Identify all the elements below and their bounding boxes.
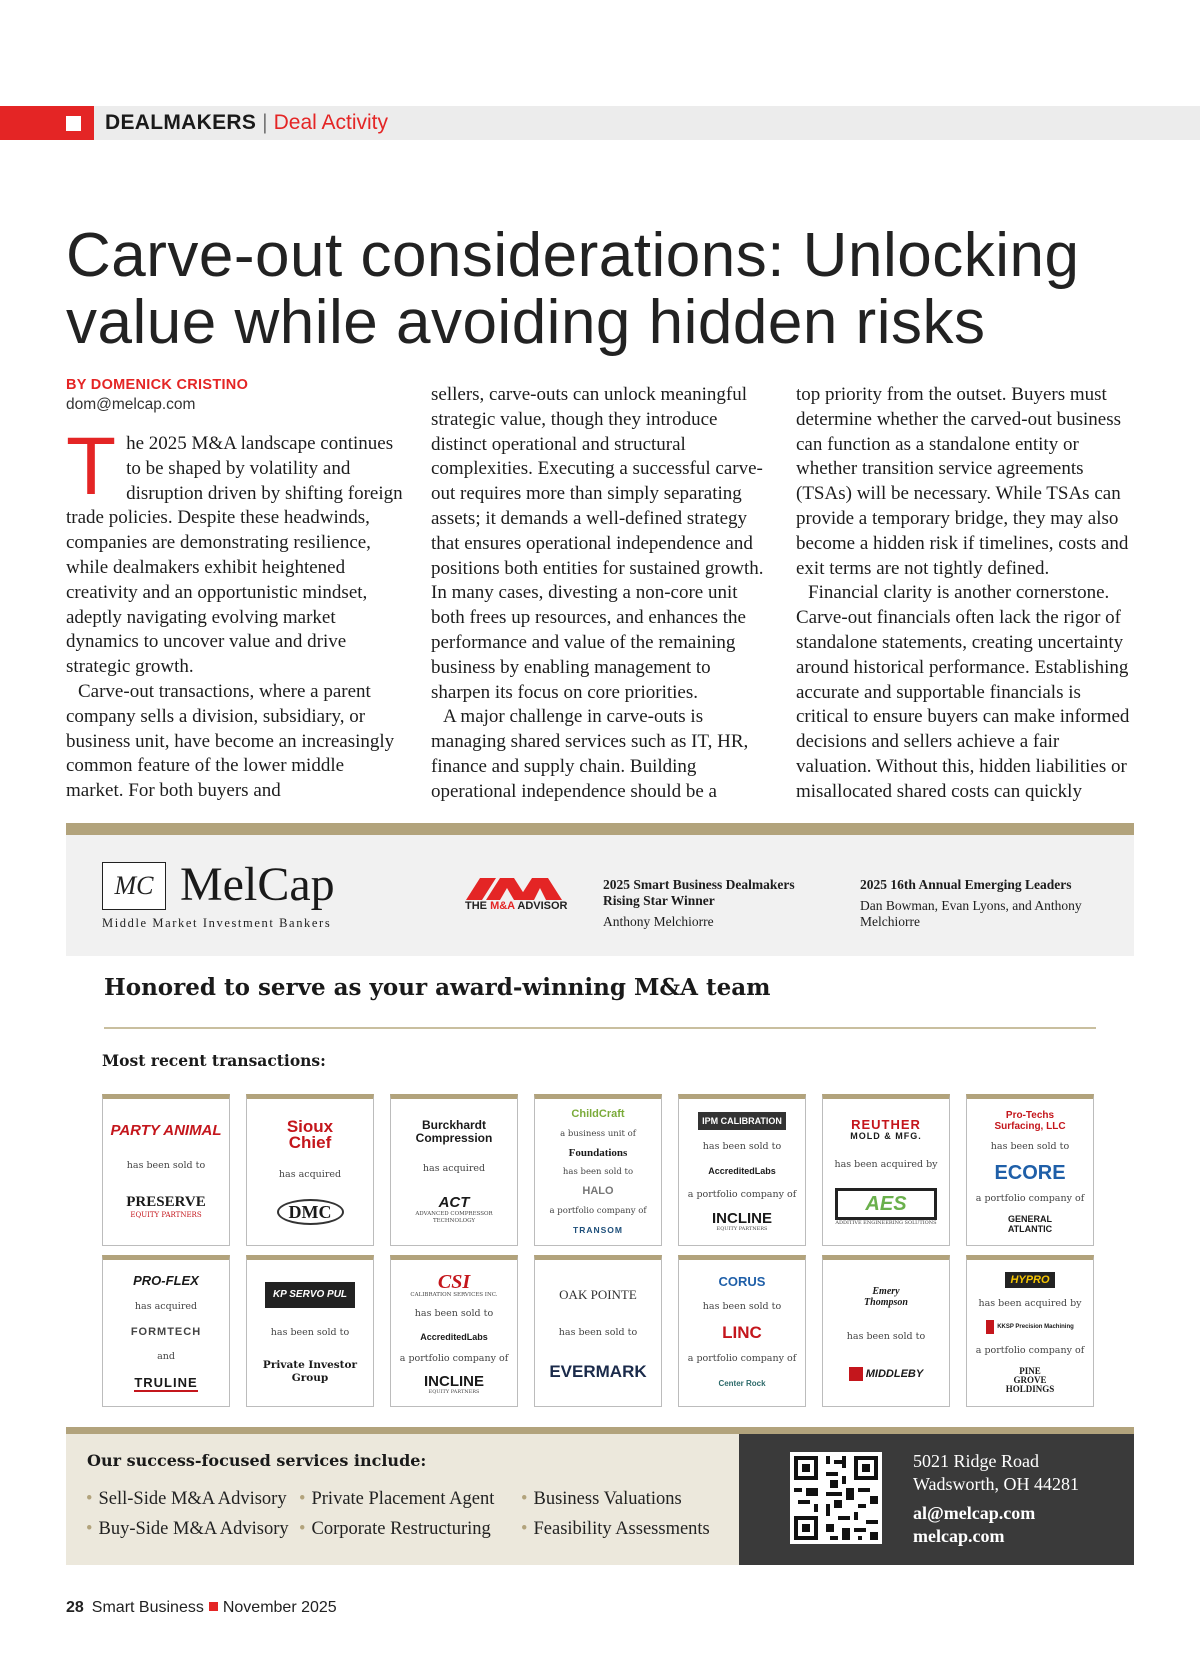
company-subname: EQUITY PARTNERS: [130, 1210, 202, 1219]
address-line: Wadsworth, OH 44281: [913, 1474, 1080, 1494]
company-logo: ChildCraft: [571, 1108, 625, 1121]
service-label: Private Placement Agent: [311, 1489, 495, 1509]
bullet-icon: •: [299, 1489, 306, 1509]
contact-links: [913, 1502, 1035, 1548]
paragraph: [66, 421, 406, 680]
transaction-card: [390, 1255, 518, 1407]
drop-cap: T: [66, 421, 117, 512]
award-title: 2025 16th Annual Emerging Leaders: [860, 877, 1072, 892]
award-emerging-leaders: [860, 877, 1120, 930]
honor-heading: Honored to serve as your award-winning M&A team: [104, 974, 771, 1001]
recent-transactions-heading: Most recent transactions:: [102, 1051, 326, 1070]
relation-text: has acquired: [422, 1162, 486, 1174]
paragraph: A major challenge in carve-outs is managing shared services such as IT, HR, finance and supply chain. Building operational independence should be a: [431, 706, 749, 802]
company-logo: TRULINE: [134, 1374, 198, 1390]
company-subname: ADDITIVE ENGINEERING SOLUTIONS: [835, 1219, 937, 1226]
company-name: HOLDINGS: [1005, 1383, 1055, 1394]
website-link[interactable]: melcap.com: [913, 1526, 1005, 1546]
company-logo: TRANSOM: [573, 1224, 623, 1235]
headline: Carve-out considerations: Unlocking value while avoiding hidden risks: [66, 221, 1080, 357]
article-column-1: [66, 421, 406, 804]
buyer-name: [263, 1359, 357, 1385]
transaction-card: [966, 1094, 1094, 1246]
transaction-card: [678, 1255, 806, 1407]
relation-text: has been sold to: [702, 1141, 782, 1152]
company-subname: EQUITY PARTNERS: [716, 1226, 768, 1232]
service-label: Business Valuations: [533, 1489, 682, 1509]
transaction-card: [822, 1255, 950, 1407]
transaction-card: [246, 1255, 374, 1407]
transaction-card: [678, 1094, 806, 1246]
transaction-card: [822, 1094, 950, 1246]
relation-text: a portfolio company of: [975, 1193, 1085, 1204]
article-column-2: [431, 383, 771, 805]
company-subname: CALIBRATION SERVICES INC.: [410, 1291, 498, 1298]
company-logo: CORUS: [718, 1273, 766, 1289]
transaction-card: [102, 1094, 230, 1246]
relation-text: a portfolio company of: [399, 1353, 509, 1364]
company-name: GROVE: [1013, 1374, 1047, 1385]
company-logo: Center Rock: [718, 1379, 766, 1389]
company-logo: [416, 1119, 493, 1145]
relation-text: has been acquired by: [834, 1158, 938, 1170]
bullet-icon: •: [86, 1519, 93, 1539]
service-label: Feasibility Assessments: [533, 1519, 710, 1539]
section-separator: |: [262, 111, 268, 134]
relation-text: has been sold to: [990, 1141, 1070, 1152]
publication-name: Smart Business: [91, 1599, 204, 1616]
melcap-monogram-logo: MC: [102, 862, 166, 910]
issue-date: November 2025: [222, 1599, 337, 1616]
page-number: 28: [66, 1599, 84, 1616]
company-logo: [1008, 1214, 1052, 1234]
services-top-rule: [66, 1427, 1134, 1434]
company-name: PRESERVE: [126, 1193, 206, 1210]
ma-advisor-logo-icon: [466, 878, 562, 900]
company-logo: [424, 1372, 484, 1395]
paragraph: sellers, carve-outs can unlock meaningful strategic value, though they introduce distinct operational and structural complexities. Executing a successful carve-out requires more than simply separating assets; it demands a well-defined strategy that ensures operational independence and positions both entities for sustained growth. In many cases, divesting a non-core unit both frees up resources, and enhances the performance and value of the remaining business by enabling management to sharpen its focus on core priorities.: [431, 384, 764, 703]
company-subname: EQUITY PARTNERS: [428, 1388, 480, 1395]
relation-text: has been sold to: [562, 1167, 634, 1177]
page-folio: [66, 1599, 337, 1617]
company-logo: [287, 1119, 333, 1151]
byline: BY DOMENICK CRISTINO: [66, 377, 249, 393]
company-logo: AccreditedLabs: [420, 1331, 488, 1342]
company-logo: PRO-FLEX: [133, 1273, 199, 1289]
company-name: Pro-Techs: [1005, 1110, 1055, 1121]
company-logo: PARTY ANIMAL: [110, 1121, 222, 1139]
company-logo: [994, 1110, 1065, 1132]
award-names: Dan Bowman, Evan Lyons, and Anthony Melchiorre: [860, 898, 1082, 929]
service-label: Sell-Side M&A Advisory: [98, 1489, 287, 1509]
company-name: ATLANTIC: [1007, 1224, 1053, 1234]
company-logo: EVERMARK: [549, 1361, 647, 1381]
bullet-icon: •: [299, 1519, 306, 1539]
company-logo: HALO: [582, 1185, 614, 1198]
company-name: INCLINE: [712, 1210, 772, 1227]
relation-text: a portfolio company of: [549, 1205, 647, 1216]
paragraph: Carve-out transactions, where a parent company sells a division, subsidiary, or business unit, have become an increasingly common feature of the lower middle market. For both buyers and: [66, 680, 395, 802]
transaction-card: [246, 1094, 374, 1246]
service-item: [86, 1489, 287, 1510]
relation-text: has been sold to: [558, 1327, 638, 1338]
bullet-icon: •: [86, 1489, 93, 1509]
relation-text: a portfolio company of: [687, 1352, 797, 1364]
company-name: Sioux: [286, 1117, 334, 1136]
company-name: GENERAL: [1007, 1214, 1052, 1224]
company-name: AES: [835, 1188, 936, 1220]
company-logo: [126, 1195, 206, 1221]
relation-text: has been sold to: [702, 1301, 782, 1313]
company-name: Compression: [415, 1130, 493, 1145]
advisor-prefix: THE: [465, 900, 487, 912]
company-logo: [850, 1118, 922, 1141]
address-line: 5021 Ridge Road: [913, 1451, 1039, 1471]
section-square-icon: [66, 116, 81, 131]
company-logo: [864, 1286, 908, 1308]
company-name: MOLD & MFG.: [850, 1131, 922, 1142]
company-name: REUTHER: [851, 1117, 921, 1133]
author-email: dom@melcap.com: [66, 396, 196, 413]
company-name: Thompson: [864, 1296, 908, 1308]
service-item: [521, 1489, 682, 1510]
company-name: PINE: [1019, 1365, 1041, 1376]
buyer-name-line: Group: [291, 1371, 329, 1384]
paragraph: Financial clarity is another cornerstone. Carve-out financials often lack the rigor of standalone statements, creating uncertainty around historical performance. Establishing accurate and supportable financials is critical to ensure buyers can make informed decisions and sellers achieve a fair valuation. Without this, hidden liabilities or misallocated shared costs can quickly: [796, 582, 1130, 802]
article-column-3: [796, 383, 1136, 805]
service-item: [521, 1519, 710, 1540]
relation-text: a portfolio company of: [687, 1189, 797, 1200]
company-logo: KP SERVO PUL: [265, 1282, 355, 1308]
relation-text: has been sold to: [126, 1160, 206, 1171]
company-name: Emery: [872, 1285, 900, 1297]
company-logo: DMC: [277, 1199, 344, 1225]
company-logo: [835, 1188, 936, 1226]
service-label: Buy-Side M&A Advisory: [98, 1519, 289, 1539]
qr-code-icon[interactable]: [790, 1452, 882, 1544]
service-item: [86, 1519, 289, 1540]
section-subsection: Deal Activity: [273, 111, 389, 134]
company-logo: MIDDLEBY: [849, 1367, 923, 1381]
company-logo: ECORE: [994, 1162, 1066, 1184]
paragraph: top priority from the outset. Buyers must determine whether the carved-out business can function as a standalone entity or whether transition service agreements (TSAs) will be necessary. While TSAs can provide a temporary bridge, they may also become a hidden risk if timelines, costs and exit terms are not tightly defined.: [796, 384, 1129, 579]
company-logo: AccreditedLabs: [708, 1166, 776, 1176]
company-name: INCLINE: [424, 1372, 484, 1390]
services-title: Our success-focused services include:: [87, 1451, 427, 1470]
section-header: [105, 110, 388, 136]
honor-rule: [104, 1027, 1096, 1029]
contact-email-link[interactable]: al@melcap.com: [913, 1503, 1036, 1523]
company-logo: [410, 1272, 497, 1299]
company-name: ACT: [438, 1194, 470, 1212]
transaction-card: [102, 1255, 230, 1407]
melcap-logo-name: MelCap: [180, 858, 335, 911]
relation-text: a portfolio company of: [975, 1344, 1085, 1356]
company-logo: [395, 1192, 513, 1225]
relation-text: has acquired: [278, 1169, 342, 1180]
relation-text: has been sold to: [414, 1308, 494, 1319]
award-title: 2025 Smart Business Dealmakers Rising Star Winner: [603, 877, 795, 908]
bullet-icon: •: [521, 1519, 528, 1539]
company-subname: ADVANCED COMPRESSOR TECHNOLOGY: [415, 1211, 493, 1225]
company-logo: HYPRO: [1005, 1272, 1054, 1288]
advisor-highlight: M&A: [490, 900, 515, 912]
relation-text: has acquired: [134, 1300, 198, 1312]
conjunction-text: and: [157, 1351, 175, 1363]
company-logo: IPM CALIBRATION: [698, 1112, 786, 1130]
ma-advisor-label: [465, 900, 568, 912]
company-logo: Foundations: [568, 1146, 628, 1159]
company-name: Surfacing, LLC: [994, 1121, 1066, 1132]
relation-text: a business unit of: [560, 1128, 636, 1139]
ad-top-rule: [66, 823, 1134, 835]
folio-square-icon: [209, 1602, 218, 1611]
relation-text: has been sold to: [270, 1327, 350, 1338]
service-label: Corporate Restructuring: [311, 1519, 491, 1539]
transaction-card: [534, 1094, 662, 1246]
contact-address: [913, 1450, 1079, 1496]
transaction-card: [534, 1255, 662, 1407]
paragraph-text: he 2025 M&A landscape continues to be shaped by volatility and disruption driven by shifting foreign trade policies. Despite these headwinds, companies are demonstrating resilience, while dealmakers exhibit heightened creativity and an opportunistic mindset, adeptly navigating evolving market dynamics to uncover value and drive strategic growth.: [66, 433, 403, 678]
award-names: Anthony Melchiorre: [603, 914, 714, 929]
relation-text: has been sold to: [846, 1331, 926, 1342]
company-name: CSI: [437, 1270, 471, 1293]
advisor-suffix: ADVISOR: [517, 900, 568, 912]
company-logo: [712, 1212, 772, 1232]
service-item: [299, 1489, 494, 1510]
award-rising-star: [603, 877, 833, 930]
company-logo: FORMTECH: [130, 1325, 202, 1338]
bullet-icon: •: [521, 1489, 528, 1509]
service-item: [299, 1519, 491, 1540]
transaction-card: [390, 1094, 518, 1246]
company-logo: OAK POINTE: [559, 1286, 637, 1302]
melcap-tagline: Middle Market Investment Bankers: [102, 916, 332, 930]
company-logo: KKSP Precision Machining: [986, 1320, 1074, 1334]
section-kicker: DEALMAKERS: [105, 111, 257, 134]
company-logo: [1006, 1367, 1055, 1394]
company-name: Burckhardt: [421, 1117, 486, 1132]
transaction-card: [966, 1255, 1094, 1407]
buyer-name-line: Private Investor: [262, 1358, 358, 1371]
company-logo: LINC: [722, 1322, 762, 1342]
company-name: Chief: [288, 1133, 332, 1152]
relation-text: has been acquired by: [978, 1298, 1082, 1310]
